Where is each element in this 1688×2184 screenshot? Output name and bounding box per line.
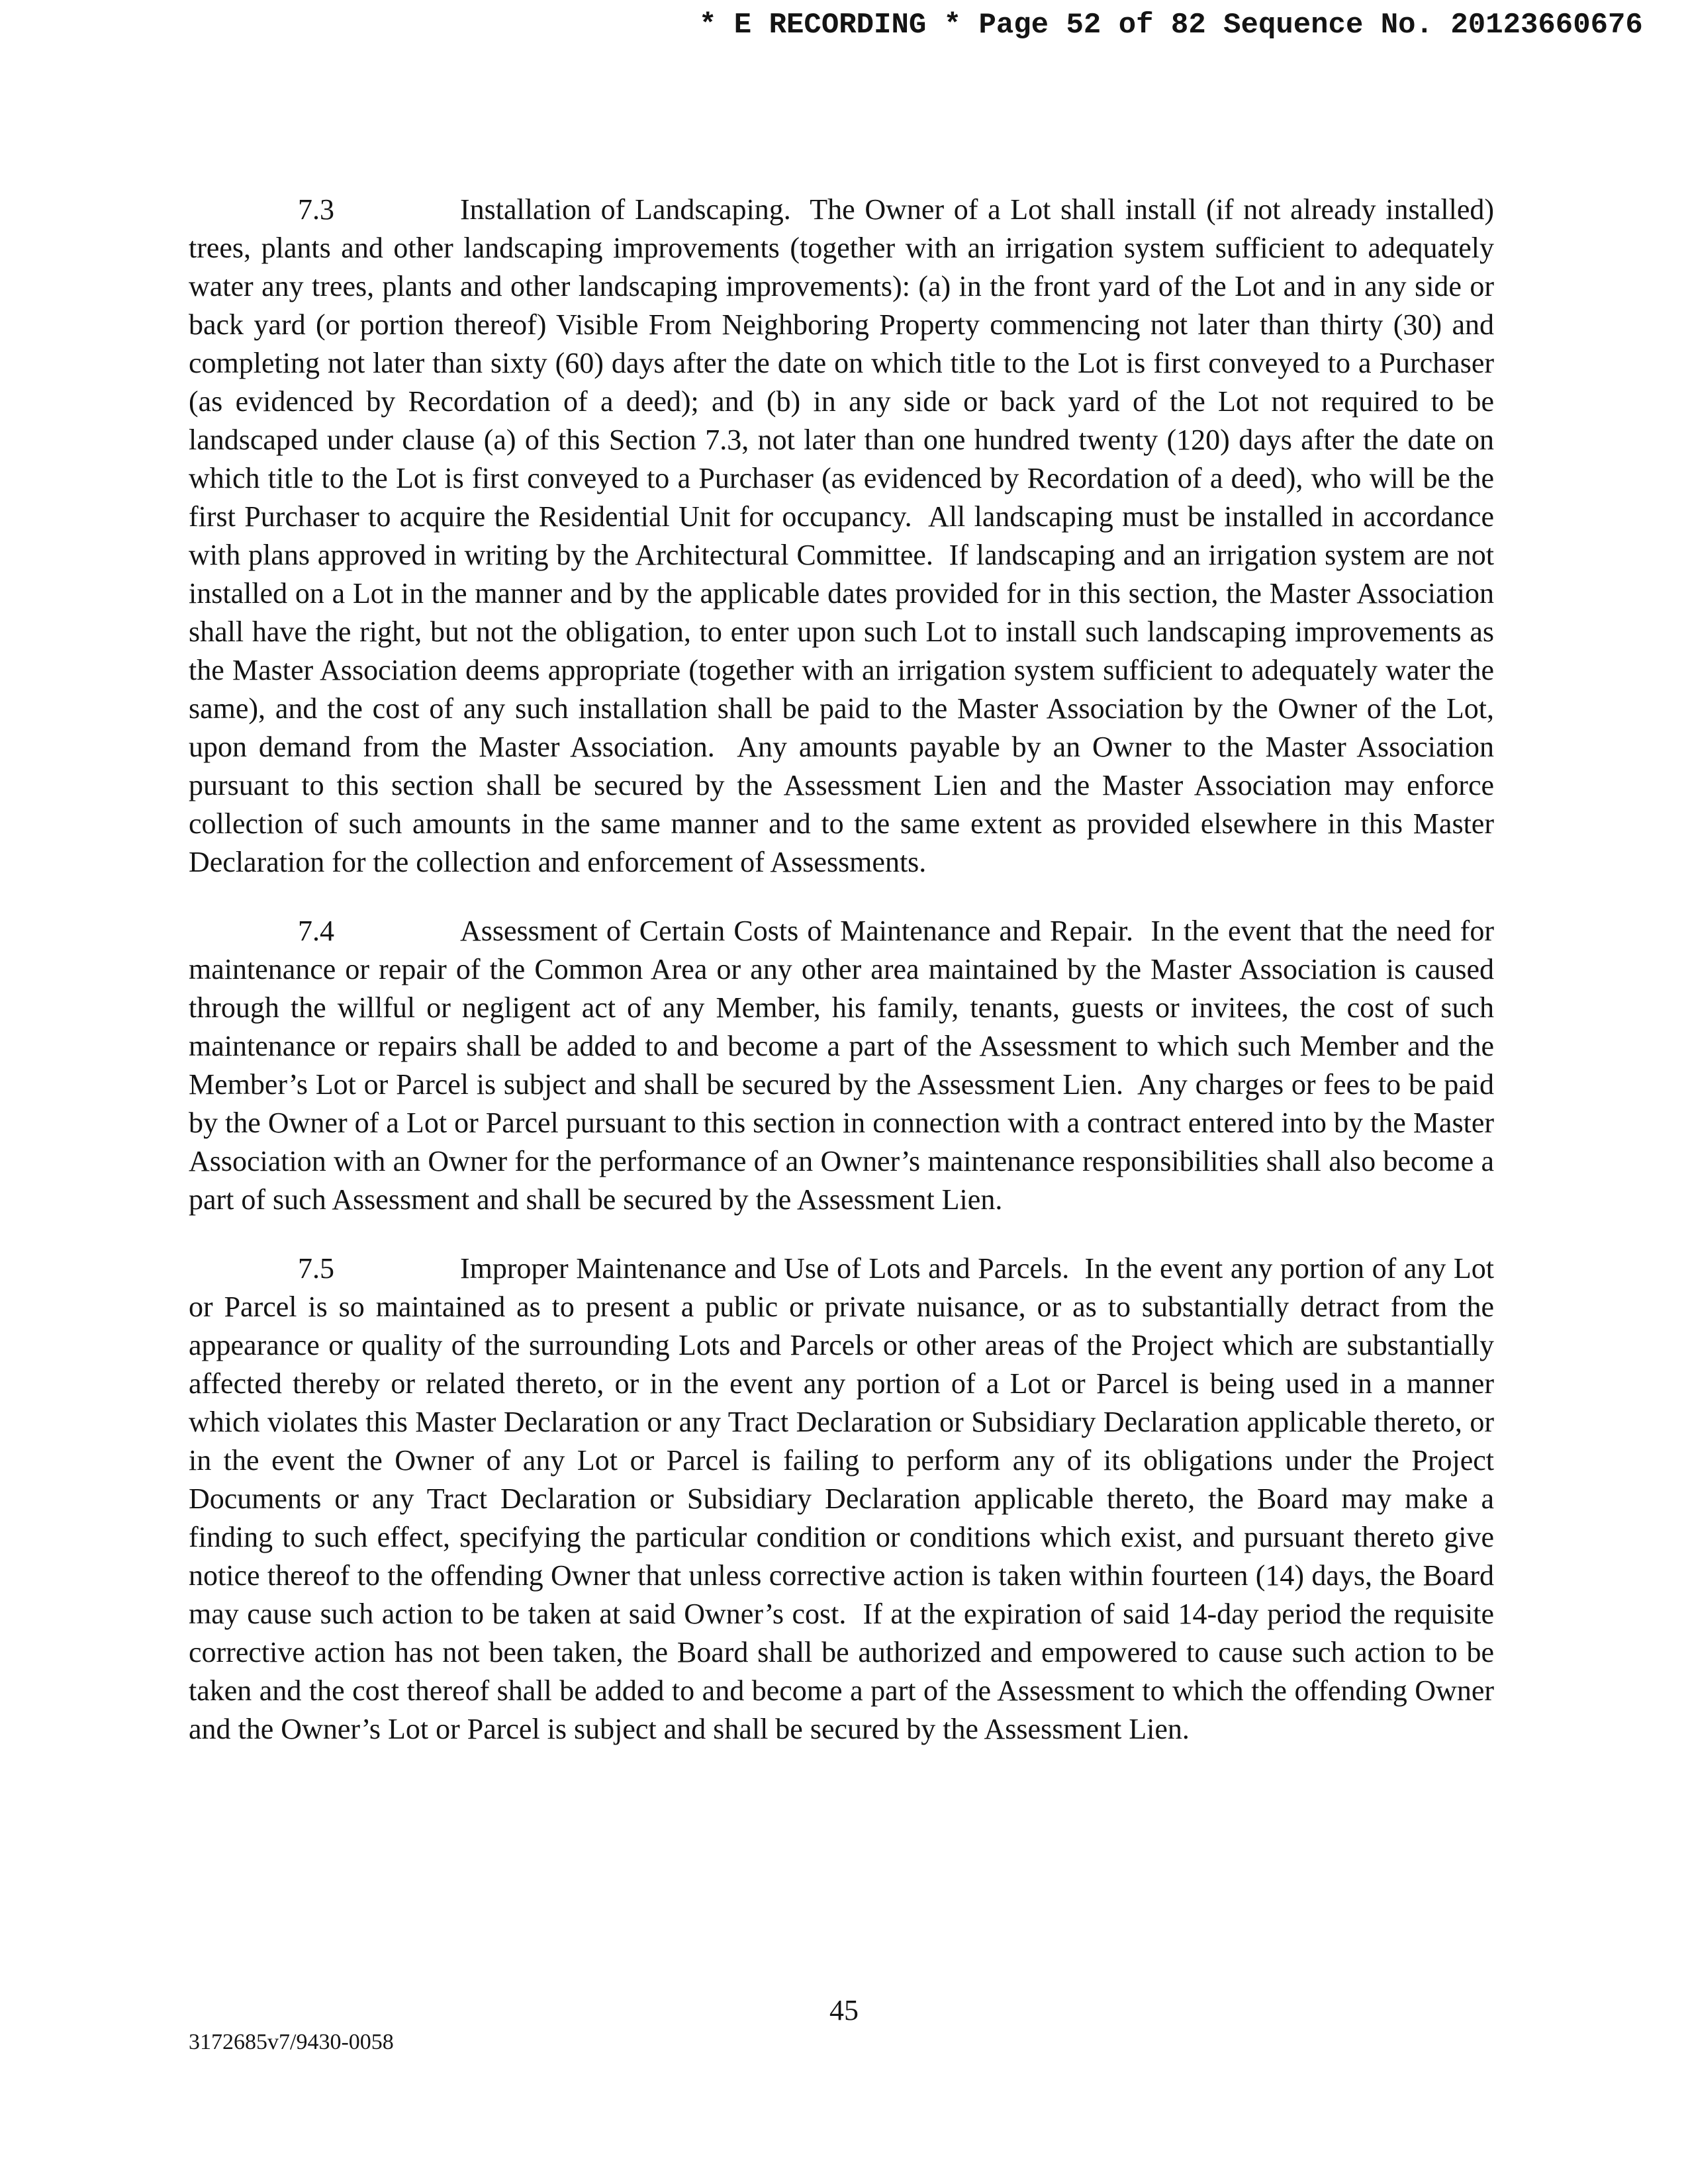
section-text: In the event any portion of any Lot or Parcel is so maintained as to present a public or private nuisance, or as to substantially detract from the appearance or quality of the surrounding Lots and Parcels or other areas of the Project which are substantially affected thereby or related thereto, or in the event any portion of a Lot or Parcel is being used in a manner which violates this Master Declaration or any Tract Declaration or Subsidiary Declaration applicable thereto, or in the event the Owner of any Lot or Parcel is failing to perform any of its obligations under the Project Documents or any Tract Declaration or Subsidiary Declaration applicable thereto, the Board may make a finding to such effect, specifying the particular condition or conditions which exist, and pursuant thereto give notice thereof to the offending Owner that unless corrective action is taken within fourteen (14) days, the Board may cause such action to be taken at said Owner’s cost. If at the expiration of said 14-day period the requisite corrective action has not been taken, the Board shall be authorized and empowered to cause such action to be taken and the cost thereof shall be added to and become a part of the Assessment to which the offending Owner and the Owner’s Lot or Parcel is subject and shall be secured by the Assessment Lien.	[189, 1252, 1501, 1745]
section-number: 7.5	[298, 1252, 334, 1285]
section-title: Assessment of Certain Costs of Maintenance and Repair.	[460, 915, 1134, 947]
section-paragraph-7-3	[189, 191, 1502, 882]
tab-spacer	[334, 1277, 460, 1278]
section-number: 7.3	[298, 193, 334, 226]
section-text: The Owner of a Lot shall install (if not already installed) trees, plants and other landscaping improvements (together with an irrigation system sufficient to adequately water any trees, plants and other landscaping improvements): (a) in the front yard of the Lot and in any side or back yard (or portion thereof) Visible From Neighboring Property commencing not later than thirty (30) and completing not later than sixty (60) days after the date on which title to the Lot is first conveyed to a Purchaser (as evidenced by Recordation of a deed); and (b) in any side or back yard of the Lot not required to be landscaped under clause (a) of this Section 7.3, not later than one hundred twenty (120) days after the date on which title to the Lot is first conveyed to a Purchaser (as evidenced by Recordation of a deed), who will be the first Purchaser to acquire the Residential Unit for occupancy. All landscaping must be installed in accordance with plans approved in writing by the Architectural Committee. If landscaping and an irrigation system are not installed on a Lot in the manner and by the applicable dates provided for in this section, the Master Association shall have the right, but not the obligation, to enter upon such Lot to install such landscaping improvements as the Master Association deems appropriate (together with an irrigation system sufficient to adequately water the same), and the cost of any such installation shall be paid to the Master Association by the Owner of the Lot, upon demand from the Master Association. Any amounts payable by an Owner to the Master Association pursuant to this section shall be secured by the Assessment Lien and the Master Association may enforce collection of such amounts in the same manner and to the same extent as provided elsewhere in this Master Declaration for the collection and enforcement of Assessments.	[189, 193, 1502, 878]
section-title: Improper Maintenance and Use of Lots and Parcels.	[460, 1252, 1070, 1285]
section-text: In the event that the need for maintenance or repair of the Common Area or any other area maintained by the Master Association is caused through the willful or negligent act of any Member, his family, tenants, guests or invitees, the cost of such maintenance or repairs shall be added to and become a part of the Assessment to which such Member and the Member’s Lot or Parcel is subject and shall be secured by the Assessment Lien. Any charges or fees to be paid by the Owner of a Lot or Parcel pursuant to this section in connection with a contract entered into by the Master Association with an Owner for the performance of an Owner’s maintenance responsibilities shall also become a part of such Assessment and shall be secured by the Assessment Lien.	[189, 915, 1501, 1216]
document-body	[189, 191, 1502, 1779]
section-number: 7.4	[298, 915, 334, 947]
section-paragraph-7-4	[189, 912, 1501, 1219]
page-number: 45	[829, 1994, 859, 2026]
section-paragraph-7-5	[189, 1250, 1501, 1749]
footer-reference: 3172685v7/9430-0058	[189, 2030, 394, 2054]
recording-header: * E RECORDING * Page 52 of 82 Sequence No. 20123660676	[699, 9, 1643, 42]
section-title: Installation of Landscaping.	[460, 193, 791, 226]
tab-spacer	[334, 218, 460, 219]
